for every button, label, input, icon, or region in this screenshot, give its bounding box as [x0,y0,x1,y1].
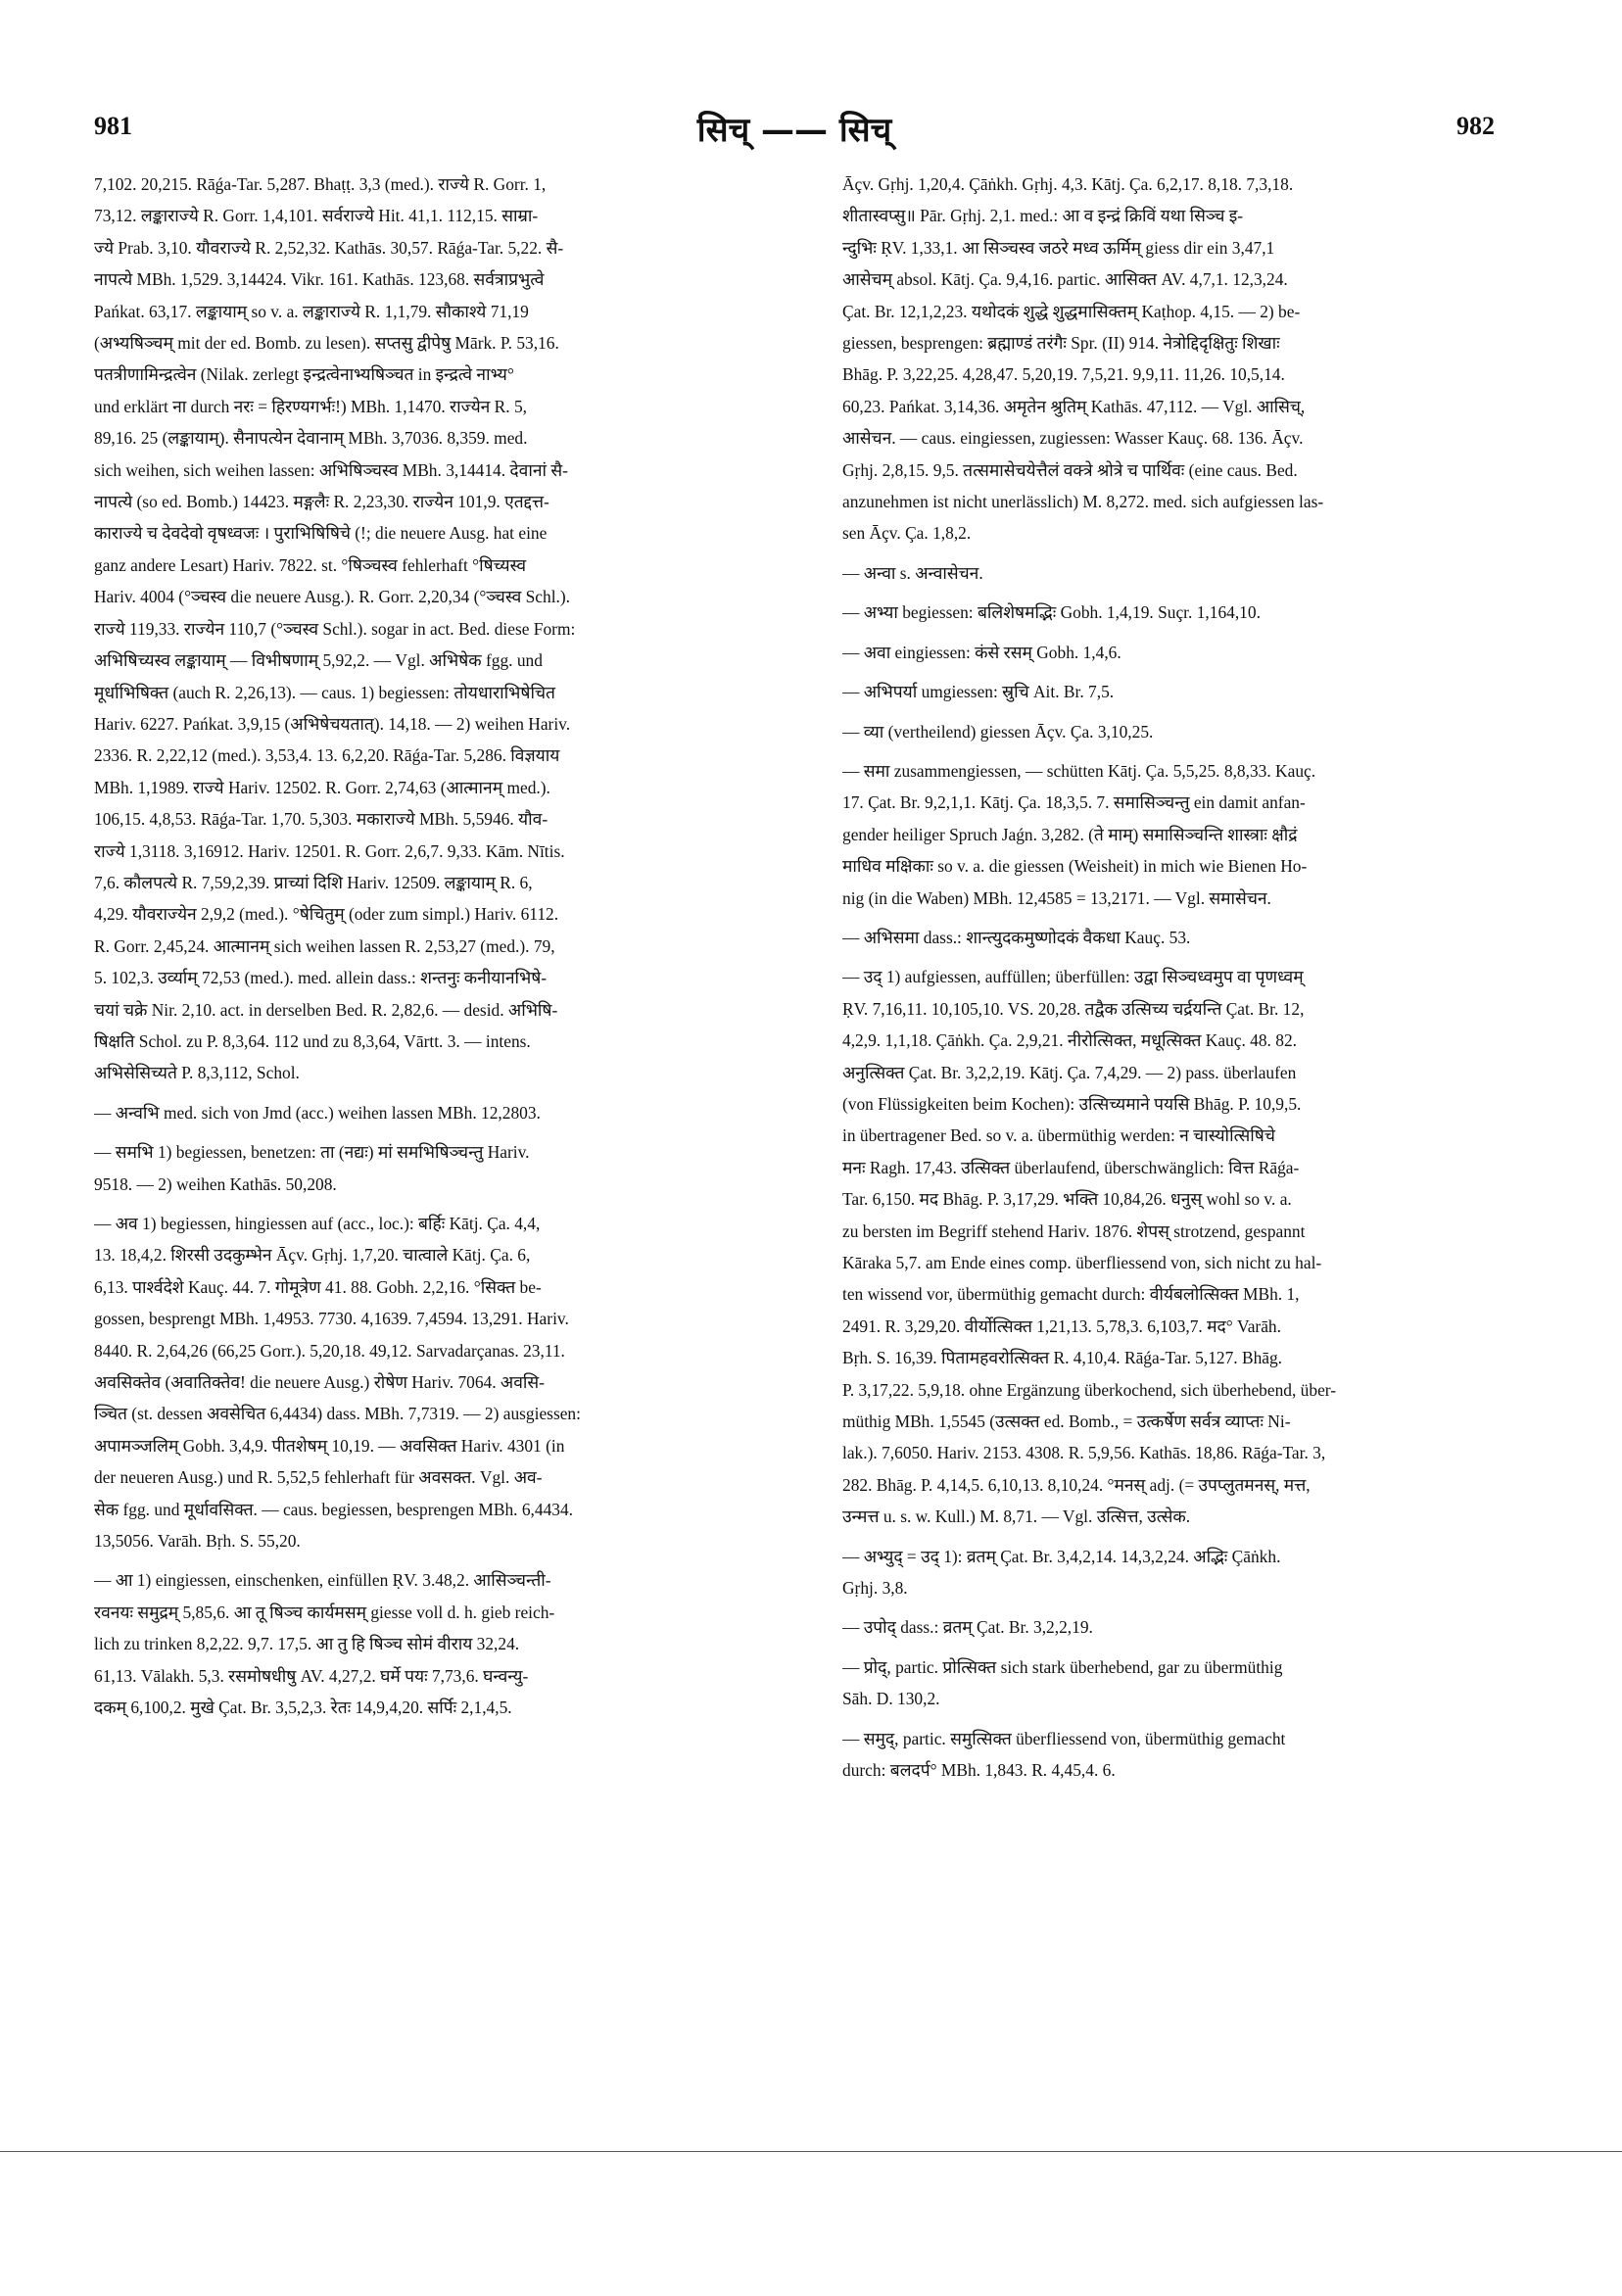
head-word: सिच् —— सिच् [696,111,892,150]
entry-paragraph: — समा zusammengiessen, — schütten Kātj. Ça. 5,5,25. 8,8,33. Kauç. 17. Çat. Br. 9,2,1,1. Kātj. Ça. 18,3,5. 7. समासिञ्चन्तु ein damit anfan- gender heiliger Spruch Jaǵn. 3,282. (ते माम्) समासिञ्चन्ति शास्त्राः क्षौद्रं माधिव मक्षिकाः so v. a. die giessen (Weisheit) in mich wie Bienen Ho- nig (in die Waben) MBh. 12,4585 = 13,2171. — Vgl. समासेचन. [842,760,1316,908]
entry-paragraph: — अवा eingiessen: कंसे रसम् Gobh. 1,4,6. [842,642,1121,662]
entry-paragraph: Āçv. Gṛhj. 1,20,4. Çāṅkh. Gṛhj. 4,3. Kātj. Ça. 6,2,17. 8,18. 7,3,18. शीतास्वप्सु॥ Pār. Gṛhj. 2,1. med.: आ व इन्द्रं क्रिविं यथा सिञ्च इ- न्दुभिः ṚV. 1,33,1. आ सिञ्चस्व जठरे मध्व ऊर्मिम् giess dir ein 3,47,1 आसेचम् absol. Kātj. Ça. 9,4,16. partic. आसिक्त AV. 4,7,1. 12,3,24. Çat. Br. 12,1,2,23. यथोदकं शुद्धे शुद्धमासिक्तम् Kaṭhop. 4,15. — 2) be- giessen, besprengen: ब्रह्माण्डं तरंगैः Spr. (II) 914. नेत्रोद्दिदृक्षितुः शिखाः Bhāg. P. 3,22,25. 4,28,47. 5,20,19. 7,5,21. 9,9,11. 11,26. 10,5,14. 60,23. Pańkat. 3,14,36. अमृतेन श्रुतिम् Kathās. 47,112. — Vgl. आसिच्, आसेचन. — caus. eingiessen, zugiessen: Wasser Kauç. 68. 136. Āçv. Gṛhj. 2,8,15. 9,5. तत्समासेचयेत्तैलं वक्त्रे श्रोत्रे च पार्थिवः (eine caus. Bed. anzunehmen ist nicht unerlässlich) M. 8,272. med. sich aufgiessen las- sen Āçv. Ça. 1,8,2. [842,174,1324,544]
entry-paragraph: — व्या (vertheilend) giessen Āçv. Ça. 3,10,25. [842,721,1154,741]
entry-paragraph: — उद् 1) aufgiessen, auffüllen; überfüllen: उद्वा सिञ्चध्वमुप वा पृणध्वम् ṚV. 7,16,11. 10,105,10. VS. 20,28. तद्वैक उत्सिच्य चर्द्रयन्ति Çat. Br. 12, 4,2,9. 1,1,18. Çāṅkh. Ça. 2,9,21. नीरोत्सिक्त, मधूत्सिक्त Kauç. 48. 82. अनुत्सिक्त Çat. Br. 3,2,2,19. Kātj. Ça. 7,4,29. — 2) pass. überlaufen (von Flüssigkeiten beim Kochen): उत्सिच्यमाने पयसि Bhāg. P. 10,9,5. in übertragener Bed. so v. a. übermüthig werden: न चास्योत्सिषिचे मनः Ragh. 17,43. उत्सिक्त überlaufend, überschwänglich: वित्त Rāǵa- Tar. 6,150. मद Bhāg. P. 3,17,29. भक्ति 10,84,26. धनुस् wohl so v. a. zu bersten im Begriff stehend Hariv. 1876. शेपस् strotzend, gespannt Kāraka 5,7. am Ende eines comp. überfliessend von, sich nicht zu hal- ten wissend vor, übermüthig gemacht durch: वीर्यबलोत्सिक्त MBh. 1, 2491. R. 3,29,20. वीर्योत्सिक्त 1,21,13. 5,78,3. 6,103,7. मद° Varāh. Bṛh. S. 16,39. पितामहवरोत्सिक्त R. 4,10,4. Rāǵa-Tar. 5,127. Bhāg. P. 3,17,22. 5,9,18. ohne Ergänzung überkochend, sich überhebend, über- müthig MBh. 1,5545 (उत्सक्त ed. Bomb., = उत्कर्षेण सर्वत्र व्याप्तः Ni- lak.). 7,6050. Hariv. 2153. 4308. R. 5,9,56. Kathās. 18,86. Rāǵa-Tar. 3, 282. Bhāg. P. 4,14,5. 6,10,13. 8,10,24. °मनस् adj. (= उपप्लुतमनस्, मत्त, उन्मत्त u. s. w. Kull.) M. 8,71. — Vgl. उत्सित्त, उत्सेक. [842,967,1337,1527]
entry-paragraph: — अन्वा s. अन्वासेचन. [842,562,983,583]
page-number-right: 982 [1456,112,1495,140]
entry-paragraph: — अभ्युद् = उद् 1): व्रतम् Çat. Br. 3,4,2,14. 14,3,2,24. अद्भिः Çāṅkh. Gṛhj. 3,8. [842,1546,1281,1599]
entry-paragraph: — उपोद् dass.: व्रतम् Çat. Br. 3,2,2,19. [842,1617,1093,1638]
page-number-left: 981 [94,112,132,140]
entry-paragraph: — आ 1) eingiessen, einschenken, einfüllen ṚV. 3.48,2. आसिञ्चन्ती- रवनयः समुद्रम् 5,85,6. आ तू षिञ्च कार्यमसम् giesse voll d. h. gieb reich- lich zu trinken 8,2,22. 9,7. 17,5. आ तु हि षिञ्च सोमं वीराय 32,24. 61,13. Vālakh. 5,3. रसमोषधीषु AV. 4,27,2. घर्मे पयः 7,73,6. घन्वन्यु- दकम् 6,100,2. मुखे Çat. Br. 3,5,2,3. रेतः 14,9,4,20. सर्पिः 2,1,4,5. [94,1570,555,1718]
entry-paragraph: — अन्वभि med. sich von Jmd (acc.) weihen lassen MBh. 12,2803. [94,1102,541,1123]
entry-paragraph: — अव 1) begiessen, hingiessen auf (acc., loc.): बर्हिः Kātj. Ça. 4,4, 13. 18,4,2. शिरसी उदकुम्भेन Āçv. Gṛhj. 1,7,20. चात्वाले Kātj. Ça. 6, 6,13. पार्श्वदेशे Kauç. 44. 7. गोमूत्रेण 41. 88. Gobh. 2,2,16. °सिक्त be- gossen, besprengt MBh. 1,4953. 7730. 4,1639. 7,4594. 13,291. Hariv. 8440. R. 2,64,26 (66,25 Gorr.). 5,20,18. 49,12. Sarvadarçanas. 23,11. अवसिक्तेव (अवातिक्तेव! die neuere Ausg.) रोषेण Hariv. 7064. अवसि- ञ्चित (st. dessen अवसेचित 6,4434) dass. MBh. 7,7319. — 2) ausgiessen: अपामञ्जलिम् Gobh. 3,4,9. पीतशेषम् 10,19. — अवसिक्त Hariv. 4301 (in der neueren Ausg.) und R. 5,52,5 fehlerhaft für अवसक्त. Vgl. अव- सेक fgg. und मूर्धावसिक्त. — caus. begiessen, besprengen MBh. 6,4434. 13,5056. Varāh. Bṛh. S. 55,20. [94,1214,581,1552]
entry-paragraph: — समुद्, partic. समुत्सिक्त überfliessend von, übermüthig gemacht durch: बलदर्प° MBh. 1,843. R. 4,45,4. 6. [842,1728,1286,1781]
page-header [94,106,1495,165]
entry-paragraph: — अभिपर्या umgiessen: स्रुचि Ait. Br. 7,5. [842,682,1115,702]
entry-paragraph: — प्रोद्, partic. प्रोत्सिक्त sich stark überhebend, gar zu übermüthig Sāh. D. 130,2. [842,1656,1283,1709]
bottom-rule [0,2151,1622,2152]
entry-paragraph: — समभि 1) begiessen, benetzen: ता (नद्यः) मां समभिषिञ्चन्तु Hariv. 9518. — 2) weihen Kathās. 50,208. [94,1142,530,1194]
entry-paragraph: 7,102. 20,215. Rāǵa-Tar. 5,287. Bhaṭṭ. 3,3 (med.). राज्ये R. Gorr. 1, 73,12. लङ्काराज्ये R. Gorr. 1,4,101. सर्वराज्ये Hit. 41,1. 112,15. साम्रा- ज्ये Prab. 3,10. यौवराज्ये R. 2,52,32. Kathās. 30,57. Rāǵa-Tar. 5,22. सै- नापत्ये MBh. 1,529. 3,14424. Vikr. 161. Kathās. 123,68. सर्वत्राप्रभुत्वे Pańkat. 63,17. लङ्कायाम् so v. a. लङ्काराज्ये R. 1,1,79. सौकाश्ये 71,19 (अभ्यषिञ्चम् mit der ed. Bomb. zu lesen). सप्तसु द्वीपेषु Mārk. P. 53,16. पतत्रीणामिन्द्रत्वेन (Nilak. zerlegt इन्द्रत्वेनाभ्यषिञ्चत in इन्द्रत्वे नाभ्य° und erklärt ना durch नरः = हिरण्यगर्भः!) MBh. 1,1470. राज्येन R. 5, 89,16. 25 (लङ्कायाम्). सैनापत्येन देवानाम् MBh. 3,7036. 8,359. med. sich weihen, sich weihen lassen: अभिषिञ्चस्व MBh. 3,14414. देवानां सै- नापत्ये (so ed. Bomb.) 14423. मङ्गलैः R. 2,23,30. राज्येन 101,9. एतद्दत्त- काराज्ये च देवदेवो वृषध्वजः । पुराभिषिषिचे (!; die neuere Ausg. hat eine ganz andere Lesart) Hariv. 7822. st. °षिञ्चस्व fehlerhaft °षिच्यस्व Hariv. 4004 (°ञ्चस्व die neuere Ausg.). R. Gorr. 2,20,34 (°ञ्चस्व Schl.). राज्ये 119,33. राज्येन 110,7 (°ञ्चस्व Schl.). sogar in act. Bed. diese Form: अभिषिच्यस्व लङ्कायाम् — विभीषणाम् 5,92,2. — Vgl. अभिषेक fgg. und मूर्धाभिषिक्त (auch R. 2,26,13). — caus. 1) begiessen: तोयधाराभिषेचित Hariv. 6227. Pańkat. 3,9,15 (अभिषेचयतात्). 14,18. — 2) weihen Hariv. 2336. R. 2,22,12 (med.). 3,53,4. 13. 6,2,20. Rāǵa-Tar. 5,286. विज्ञयाय MBh. 1,1989. राज्ये Hariv. 12502. R. Gorr. 2,74,63 (आत्मानम् med.). 106,15. 4,8,53. Rāǵa-Tar. 1,70. 5,303. मकाराज्ये MBh. 5,5946. यौव- राज्ये 1,3118. 3,16912. Hariv. 12501. R. Gorr. 2,6,7. 9,33. Kām. Nītis. 7,6. कौलपत्ये R. 7,59,2,39. प्राच्यां दिशि Hariv. 12509. लङ्कायाम् R. 6, 4,29. यौवराज्येन 2,9,2 (med.). °षेचितुम् (oder zum simpl.) Hariv. 6112. R. Gorr. 2,45,24. आत्मानम् sich weihen lassen R. 2,53,27 (med.). 79, 5. 102,3. उर्व्याम् 72,53 (med.). med. allein dass.: शन्तनुः कनीयानभिषे- चयां चक्रे Nir. 2,10. act. in derselben Bed. R. 2,82,6. — desid. अभिषि- षिक्षति Schol. zu P. 8,3,64. 112 und zu 8,3,64, Vārtt. 3. — intens. अभिसेसिच्यते P. 8,3,112, Schol. [94,174,576,1083]
entry-paragraph: — अभिसमा dass.: शान्त्युदकमुष्णोदकं वैकधा Kauç. 53. [842,927,1191,947]
right-column [842,168,1495,2049]
left-column [94,168,774,2049]
entry-paragraph: — अभ्या begiessen: बलिशेषमद्भिः Gobh. 1,4,19. Suçr. 1,164,10. [842,602,1261,623]
